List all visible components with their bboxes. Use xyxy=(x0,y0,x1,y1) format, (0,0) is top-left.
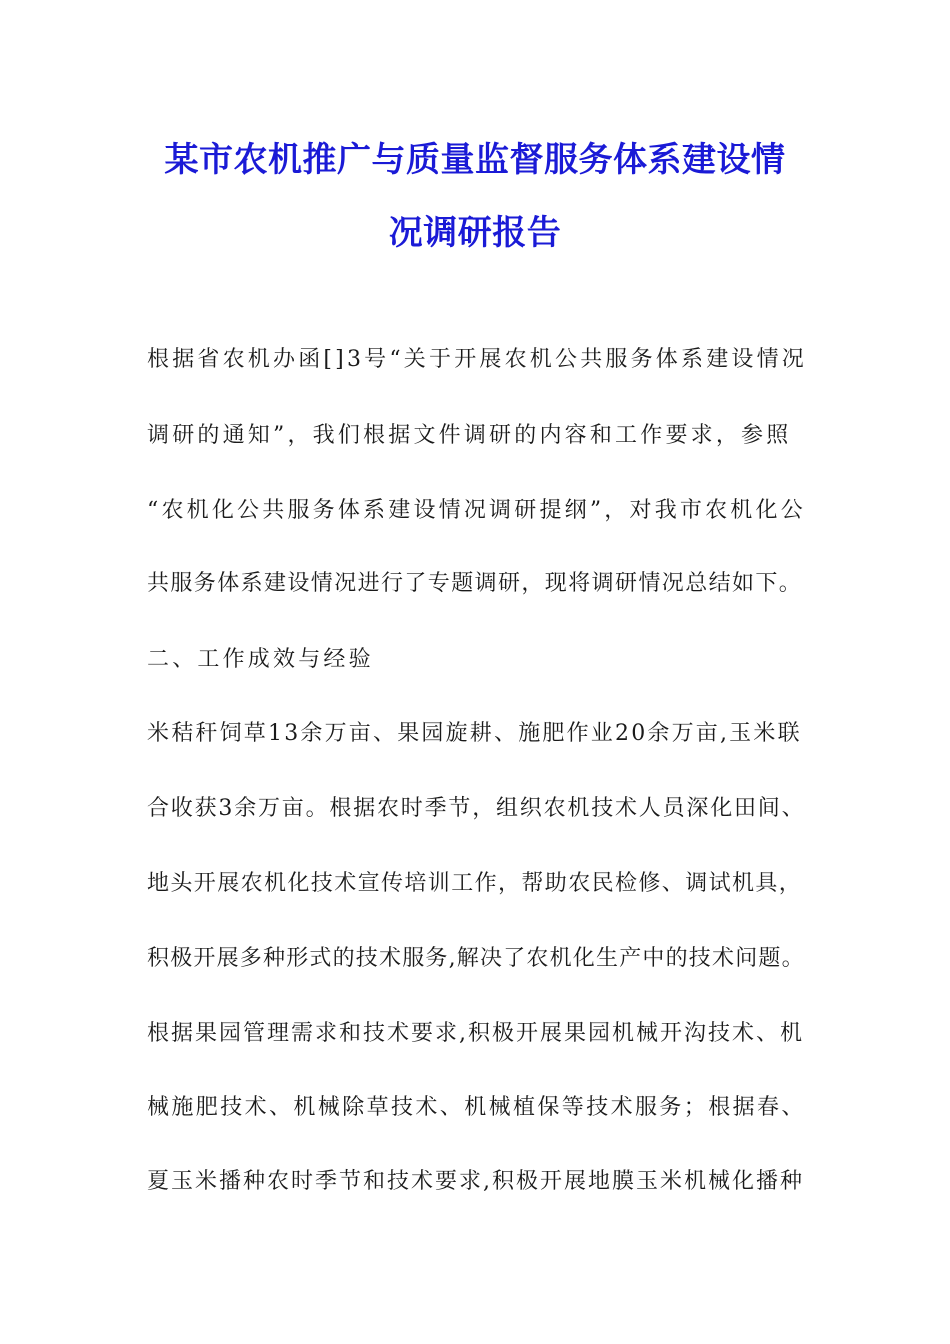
paragraph-line: 调研的通知”，我们根据文件调研的内容和工作要求，参照 xyxy=(147,423,792,448)
paragraph-line: 共服务体系建设情况进行了专题调研，现将调研情况总结如下。 xyxy=(147,571,803,596)
paragraph-line: 地头开展农机化技术宣传培训工作，帮助农民检修、调试机具， xyxy=(147,871,803,896)
paragraph-line: 械施肥技术、机械除草技术、机械植保等技术服务；根据春、 xyxy=(147,1095,806,1120)
paragraph-line: 夏玉米播种农时季节和技术要求,积极开展地膜玉米机械化播种 xyxy=(147,1169,804,1194)
section-heading: 二、工作成效与经验 xyxy=(147,647,374,672)
paragraph-line: 根据果园管理需求和技术要求,积极开展果园机械开沟技术、机 xyxy=(147,1021,804,1046)
paragraph-line: 根据省农机办函[]3号“关于开展农机公共服务体系建设情况 xyxy=(147,347,808,372)
paragraph-line: 积极开展多种形式的技术服务,解决了农机化生产中的技术问题。 xyxy=(147,946,805,971)
document-title-line-1: 某市农机推广与质量监督服务体系建设情 xyxy=(164,140,786,180)
paragraph-line: 米秸秆饲草13余万亩、果园旋耕、施肥作业20余万亩,玉米联 xyxy=(147,721,802,746)
paragraph-line: 合收获3余万亩。根据农时季节，组织农机技术人员深化田间、 xyxy=(147,796,806,821)
document-title-line-2: 况调研报告 xyxy=(388,213,562,253)
paragraph-line: “农机化公共服务体系建设情况调研提纲”，对我市农机化公 xyxy=(147,498,806,523)
